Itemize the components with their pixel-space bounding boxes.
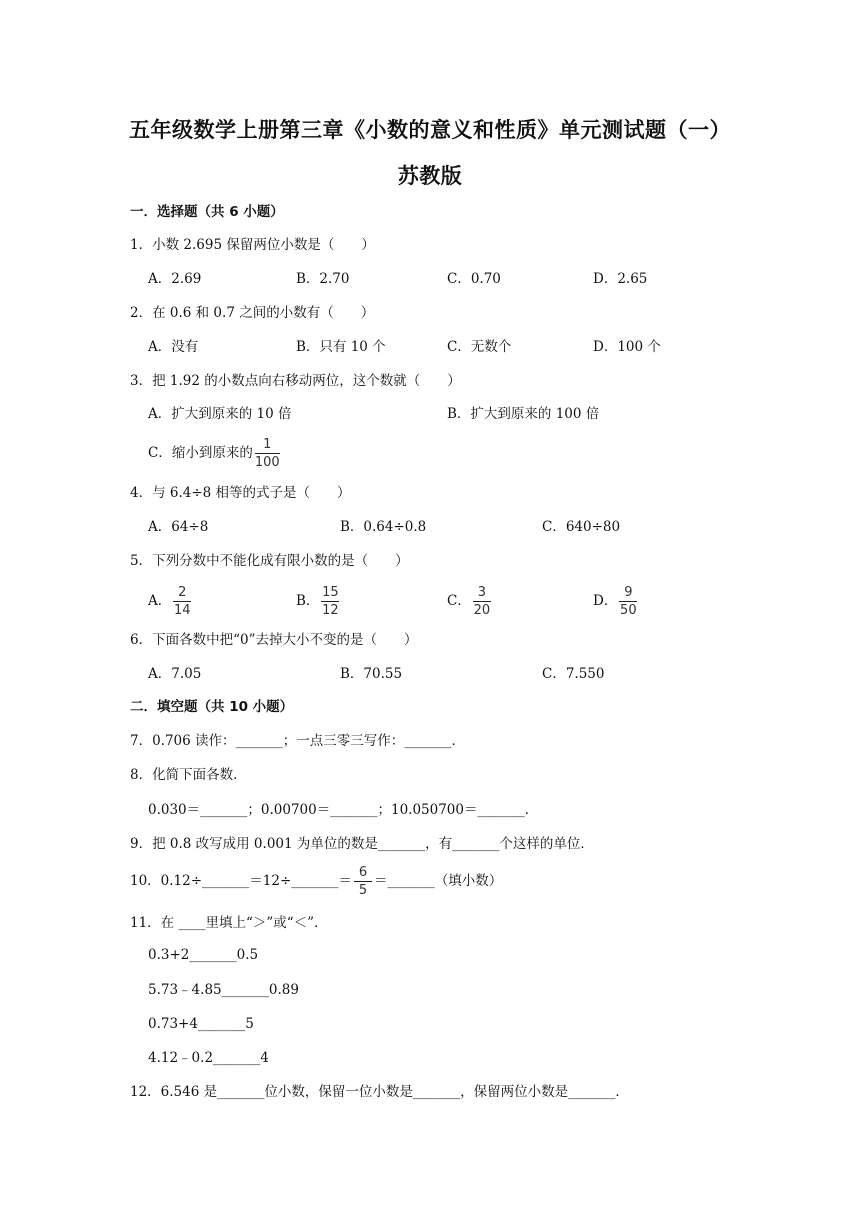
q5-option-b: [296, 583, 341, 619]
q1-option-a: A．2.69: [148, 271, 202, 287]
q4-option-b: B．0.64÷0.8: [340, 519, 427, 535]
fraction-numerator: 2: [178, 585, 187, 600]
question-10: [130, 863, 502, 899]
q2-option-b: B．只有 10 个: [296, 339, 386, 355]
fraction-bar: [473, 601, 491, 602]
fraction-denominator: 100: [254, 455, 280, 470]
q5-a-fraction: [173, 585, 191, 618]
question-12: 12．6.546 是_______位小数，保留一位小数是_______，保留两位小数是_______．: [130, 1084, 629, 1100]
q5-d-fraction: [619, 585, 637, 618]
q5-option-c: [447, 583, 493, 619]
q10-suffix: ＝_______（填小数）: [374, 873, 503, 889]
q4-option-a: A．64÷8: [148, 519, 209, 535]
q11-item-2: 5.73﹣4.85_______0.89: [148, 982, 299, 998]
option-label: D．: [593, 593, 618, 609]
fraction-denominator: 14: [173, 603, 191, 618]
fraction-bar: [321, 601, 339, 602]
question-11-stem: 11．在 ____里填上“＞”或“＜”．: [130, 915, 328, 931]
q2-option-c: C．无数个: [447, 339, 512, 355]
question-5-options: [0, 583, 860, 619]
question-8-line: 0.030＝_______；0.00700＝_______；10.050700＝_______．: [148, 802, 539, 818]
fraction-bar: [173, 601, 191, 602]
q5-b-fraction: [321, 585, 339, 618]
q6-option-b: B．70.55: [340, 666, 403, 682]
question-4-stem: 4．与 6.4÷8 相等的式子是（ ）: [130, 485, 351, 501]
question-6-stem: 6．下面各数中把“0”去掉大小不变的是（ ）: [130, 632, 418, 648]
question-3-stem: 3．把 1.92 的小数点向右移动两位，这个数就（ ）: [130, 373, 461, 389]
question-9: 9．把 0.8 改写成用 0.001 为单位的数是_______，有_______个这样的单位．: [130, 836, 594, 852]
fraction-denominator: 5: [358, 883, 368, 898]
q10-fraction: [354, 865, 372, 898]
q5-option-d: [593, 583, 639, 619]
q3-option-c-label: C．缩小到原来的: [148, 445, 253, 461]
fraction-numerator: 9: [624, 585, 633, 600]
fraction-bar: [619, 601, 637, 602]
question-5-stem: 5．下列分数中不能化成有限小数的是（ ）: [130, 553, 409, 569]
q3-option-c: [148, 436, 282, 470]
q4-option-c: C．640÷80: [542, 519, 621, 535]
q6-option-c: C．7.550: [542, 666, 605, 682]
question-2-stem: 2．在 0.6 和 0.7 之间的小数有（ ）: [130, 305, 375, 321]
question-8-stem: 8．化简下面各数．: [130, 767, 247, 783]
question-1-stem: 1．小数 2.695 保留两位小数是（ ）: [130, 237, 375, 253]
q2-option-a: A．没有: [148, 339, 199, 355]
fraction-numerator: 6: [358, 865, 368, 880]
page-subtitle: 苏教版: [397, 164, 463, 188]
q10-prefix: 10．0.12÷_______＝12÷_______＝: [130, 873, 353, 889]
q1-option-d: D．2.65: [593, 271, 648, 287]
fraction-numerator: 1: [263, 437, 272, 452]
q5-c-fraction: [473, 585, 491, 618]
fraction-denominator: 50: [620, 603, 637, 618]
q1-option-c: C．0.70: [447, 271, 501, 287]
section-choice-heading: 一．选择题（共 6 小题）: [130, 204, 284, 220]
section-fill-heading: 二．填空题（共 10 小题）: [130, 699, 294, 715]
fraction-numerator: 3: [477, 585, 486, 600]
fraction-denominator: 12: [322, 603, 339, 618]
q11-item-1: 0.3+2_______0.5: [148, 947, 259, 963]
q6-option-a: A．7.05: [148, 666, 202, 682]
fraction-numerator: 15: [322, 585, 339, 600]
q11-item-4: 4.12﹣0.2_______4: [148, 1050, 269, 1066]
q3-option-c-fraction: [255, 437, 280, 470]
q1-option-b: B．2.70: [296, 271, 350, 287]
question-7: 7．0.706 读作：_______；一点三零三写作：_______．: [130, 733, 466, 749]
q5-option-a: [148, 583, 193, 619]
option-label: C．: [447, 593, 471, 609]
option-label: A．: [148, 593, 172, 609]
page-title: 五年级数学上册第三章《小数的意义和性质》单元测试题（一）: [129, 118, 731, 142]
fraction-denominator: 20: [473, 603, 491, 618]
option-label: B．: [296, 593, 320, 609]
q3-option-b: B．扩大到原来的 100 倍: [447, 406, 600, 422]
q2-option-d: D．100 个: [593, 339, 661, 355]
q3-option-a: A．扩大到原来的 10 倍: [148, 406, 292, 422]
q11-item-3: 0.73+4_______5: [148, 1016, 254, 1032]
fraction-bar: [354, 881, 372, 882]
fraction-bar: [255, 453, 280, 454]
